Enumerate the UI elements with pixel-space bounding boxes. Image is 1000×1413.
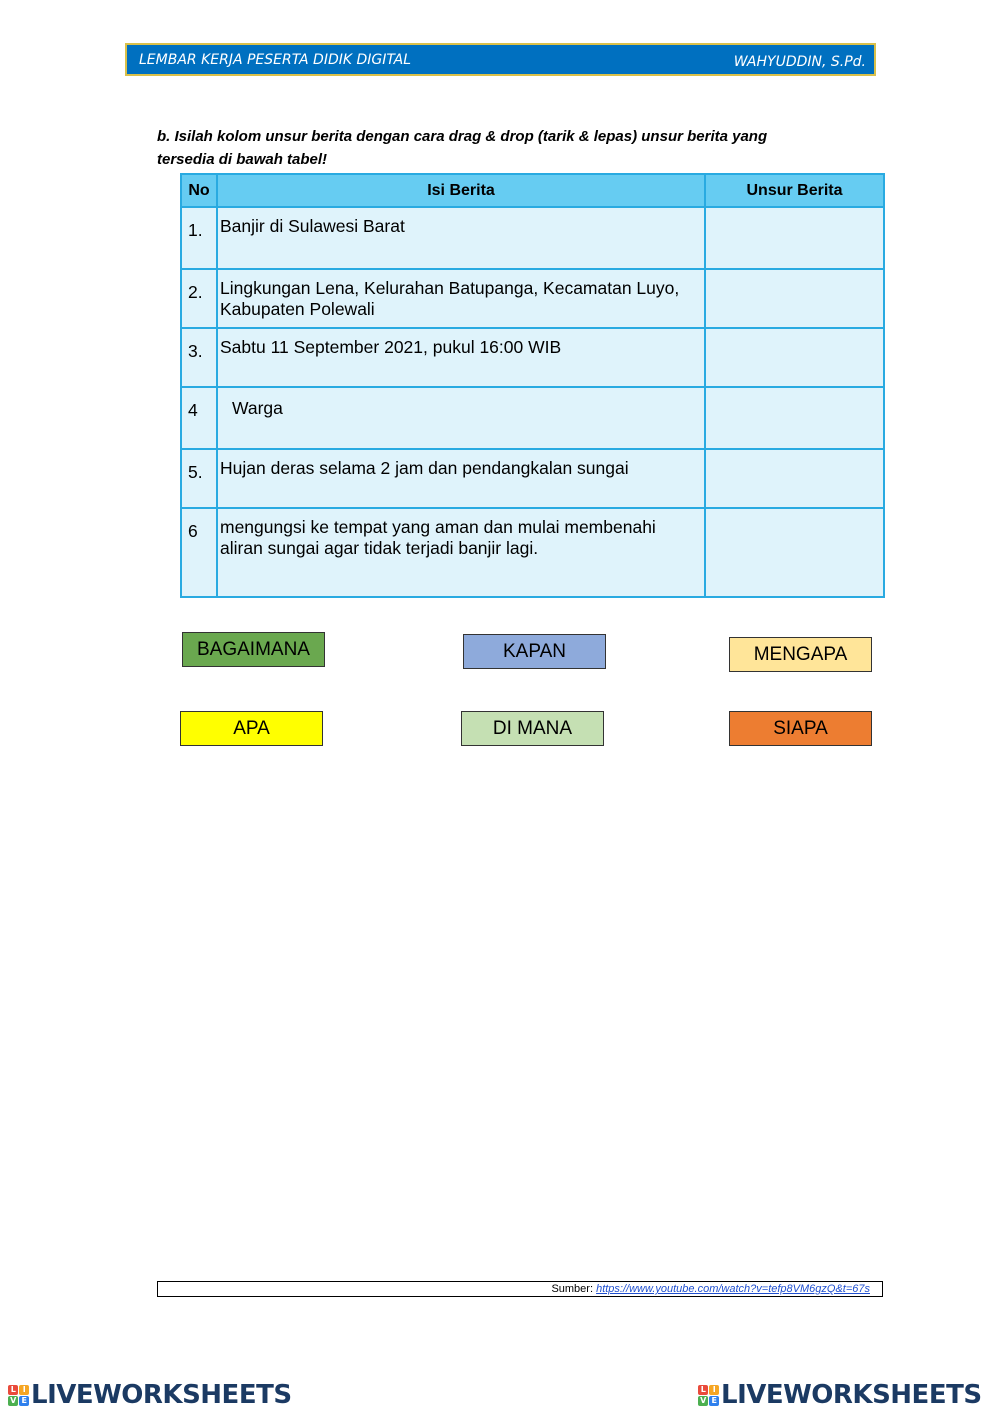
row-content: Lingkungan Lena, Kelurahan Batupanga, Kecamatan Luyo, Kabupaten Polewali bbox=[217, 269, 705, 328]
row-content: Hujan deras selama 2 jam dan pendangkalan sungai bbox=[217, 449, 705, 508]
news-elements-table bbox=[180, 173, 885, 598]
liveworksheets-wordmark: LIVEWORKSHEETS bbox=[721, 1380, 982, 1410]
draggable-tile-mengapa[interactable]: MENGAPA bbox=[729, 637, 872, 672]
worksheet-title: LEMBAR KERJA PESERTA DIDIK DIGITAL bbox=[139, 52, 412, 68]
header-bar bbox=[125, 43, 876, 76]
row-number: 3. bbox=[181, 328, 217, 387]
draggable-tile-siapa[interactable]: SIAPA bbox=[729, 711, 872, 746]
liveworksheets-logo-left bbox=[8, 1380, 292, 1410]
row-number: 2. bbox=[181, 269, 217, 328]
table-row bbox=[181, 508, 884, 597]
liveworksheets-logo-right bbox=[698, 1380, 982, 1410]
answer-drop-zone[interactable] bbox=[705, 328, 884, 387]
header-isi-berita: Isi Berita bbox=[217, 174, 705, 207]
instruction-line-1: b. Isilah kolom unsur berita dengan cara drag & drop (tarik & lepas) unsur berita yang bbox=[157, 128, 768, 145]
liveworksheets-wordmark: LIVEWORKSHEETS bbox=[31, 1380, 292, 1410]
row-content: Banjir di Sulawesi Barat bbox=[217, 207, 705, 269]
row-number: 6 bbox=[181, 508, 217, 597]
table-row bbox=[181, 207, 884, 269]
table-row bbox=[181, 449, 884, 508]
liveworksheets-icon: L I V E bbox=[8, 1385, 29, 1406]
answer-drop-zone[interactable] bbox=[705, 387, 884, 449]
liveworksheets-icon: L I V E bbox=[698, 1385, 719, 1406]
header-unsur-berita: Unsur Berita bbox=[705, 174, 884, 207]
row-number: 1. bbox=[181, 207, 217, 269]
table-header-row bbox=[181, 174, 884, 207]
source-footer bbox=[157, 1281, 883, 1297]
draggable-tile-bagaimana[interactable]: BAGAIMANA bbox=[182, 632, 325, 667]
row-number: 5. bbox=[181, 449, 217, 508]
answer-drop-zone[interactable] bbox=[705, 508, 884, 597]
row-content: Sabtu 11 September 2021, pukul 16:00 WIB bbox=[217, 328, 705, 387]
answer-drop-zone[interactable] bbox=[705, 449, 884, 508]
row-number: 4 bbox=[181, 387, 217, 449]
instruction-text bbox=[157, 125, 857, 171]
answer-drop-zone[interactable] bbox=[705, 269, 884, 328]
row-content: mengungsi ke tempat yang aman dan mulai membenahi aliran sungai agar tidak terjadi banjir lagi. bbox=[217, 508, 705, 597]
header-no: No bbox=[181, 174, 217, 207]
author-name: WAHYUDDIN, S.Pd. bbox=[733, 54, 866, 70]
source-link[interactable]: https://www.youtube.com/watch?v=tefp8VM6gzQ&t=67s bbox=[596, 1283, 870, 1295]
draggable-tile-kapan[interactable]: KAPAN bbox=[463, 634, 606, 669]
draggable-tile-apa[interactable]: APA bbox=[180, 711, 323, 746]
source-label: Sumber: bbox=[551, 1283, 594, 1295]
table-row bbox=[181, 387, 884, 449]
answer-drop-zone[interactable] bbox=[705, 207, 884, 269]
table-row bbox=[181, 328, 884, 387]
instruction-line-2: tersedia di bawah tabel! bbox=[157, 151, 328, 168]
draggable-tile-di-mana[interactable]: DI MANA bbox=[461, 711, 604, 746]
row-content: Warga bbox=[217, 387, 705, 449]
table-row bbox=[181, 269, 884, 328]
